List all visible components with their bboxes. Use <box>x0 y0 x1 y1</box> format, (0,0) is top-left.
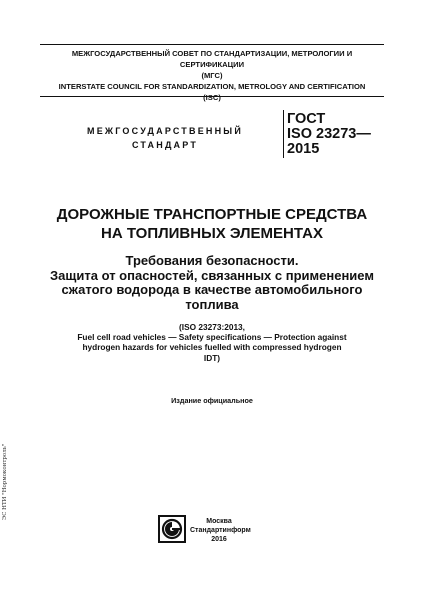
designation-separator <box>283 110 284 158</box>
council-abbr-ru: (МГС) <box>201 71 223 80</box>
edition-note: Издание официальное <box>171 396 253 405</box>
english-line1: (ISO 23273:2013, <box>179 322 245 332</box>
english-line3: hydrogen hazards for vehicles fuelled with compressed hydrogen <box>82 342 342 353</box>
title-line1: ДОРОЖНЫЕ ТРАНСПОРТНЫЕ СРЕДСТВА <box>56 206 368 223</box>
standard-type-line2: СТАНДАРТ <box>131 140 199 150</box>
council-name-ru: МЕЖГОСУДАРСТВЕННЫЙ СОВЕТ ПО СТАНДАРТИЗАЦИИ, МЕТРОЛОГИИ И СЕРТИФИКАЦИИ <box>71 49 353 69</box>
standard-designation <box>287 112 377 157</box>
english-line4: IDT) <box>203 352 221 363</box>
publisher-info <box>190 517 251 544</box>
publisher-logo-icon <box>158 515 186 543</box>
document-subtitle <box>30 254 394 312</box>
header-rule <box>40 96 384 97</box>
council-abbr-en: (ISC) <box>203 93 221 102</box>
designation-line3: 2015 <box>287 141 320 157</box>
subtitle-line2: Защита от опасностей, связанных с применением <box>50 267 374 283</box>
publisher-name: Стандартинформ <box>190 527 251 534</box>
document-title <box>30 205 394 243</box>
designation-line1: ГОСТ <box>287 111 326 127</box>
subtitle-line3: сжатого водорода в качестве автомобильного <box>61 282 363 297</box>
subtitle-line1: Требования безопасности. <box>125 253 299 268</box>
english-line2: Fuel cell road vehicles — Safety specifications — Protection against <box>77 332 347 343</box>
council-header <box>40 48 384 103</box>
top-rule <box>40 44 384 45</box>
english-title <box>40 322 384 363</box>
publisher-year: 2016 <box>211 536 227 543</box>
standard-type-line1: МЕЖГОСУДАРСТВЕННЫЙ <box>87 126 243 136</box>
title-line2: НА ТОПЛИВНЫХ ЭЛЕМЕНТАХ <box>101 225 323 242</box>
council-name-en: INTERSTATE COUNCIL FOR STANDARDIZATION, METROLOGY AND CERTIFICATION <box>58 82 366 91</box>
standard-type <box>60 124 270 152</box>
publisher-city: Москва <box>206 518 232 525</box>
designation-line2: ISO 23273— <box>287 126 371 142</box>
subtitle-line4: топлива <box>185 296 239 312</box>
side-watermark: ЭС НТИ "Нормоконтроль" <box>2 443 8 520</box>
